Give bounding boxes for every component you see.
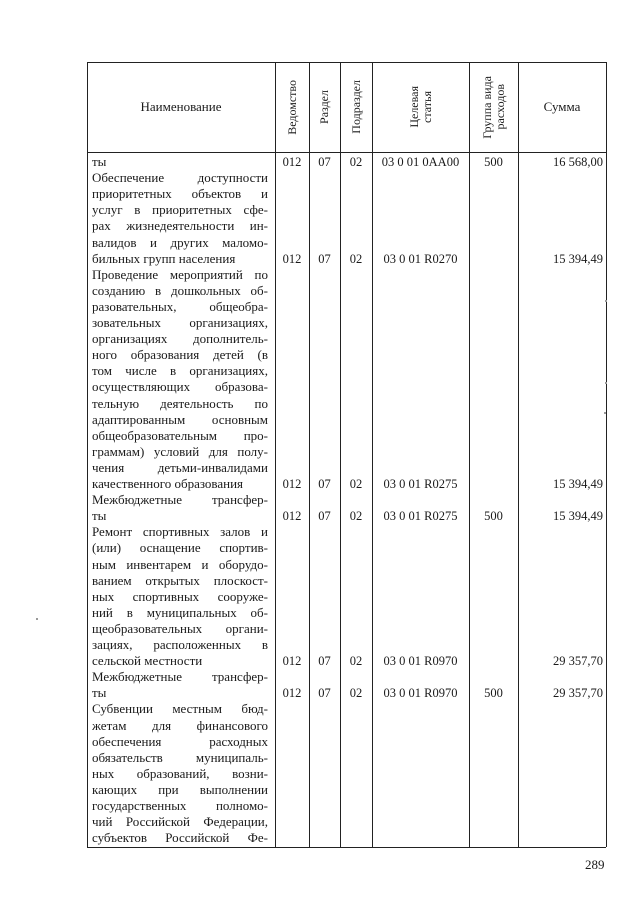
name-line: чения детьми-инвалидами <box>92 459 268 475</box>
name-line: субъектов Российской Фе- <box>92 830 268 846</box>
name-line: Субвенции местным бюд- <box>92 701 268 717</box>
header-gruppa-line2: расходов <box>492 84 507 130</box>
vedomstvo-cell: 012 <box>282 509 302 524</box>
name-line: общеобразовательным про- <box>92 427 268 443</box>
celevaya-cell: 03 0 01 R0275 <box>383 509 458 524</box>
name-line: ванием открытых плоскост- <box>92 572 268 588</box>
header-summa-text: Сумма <box>543 99 581 114</box>
summa-cell: 15 394,49 <box>553 509 603 524</box>
scan-speck <box>605 382 607 384</box>
name-line: услуг в приоритетных сфе- <box>92 202 268 218</box>
razdel-cell: 07 <box>318 686 331 701</box>
table-bottom-border <box>87 847 606 848</box>
name-line: том числе в организациях, <box>92 363 268 379</box>
column-divider <box>275 62 276 847</box>
header-podrazdel <box>340 62 372 152</box>
summa-cell: 29 357,70 <box>553 654 603 669</box>
column-divider <box>518 62 519 847</box>
name-line: (или) оснащение спортив- <box>92 540 268 556</box>
vedomstvo-cell: 012 <box>282 155 302 169</box>
scan-speck <box>605 300 607 302</box>
vedomstvo-cell: 012 <box>282 251 302 266</box>
summa-cell: 29 357,70 <box>553 686 603 701</box>
name-line: жетам для финансового <box>92 717 268 733</box>
name-line: обеспечения расходных <box>92 733 268 749</box>
name-line: государственных полномо- <box>92 798 268 813</box>
name-line: щеобразовательных органи- <box>92 620 268 636</box>
celevaya-cell: 03 0 01 0AA00 <box>381 155 460 169</box>
name-line: ний в муниципальных об- <box>92 604 268 620</box>
name-line: ного образования детей (в <box>92 347 268 363</box>
vedomstvo-cell: 012 <box>282 686 302 701</box>
celevaya-cell: 03 0 01 R0270 <box>383 251 458 266</box>
name-line: зовательных организациях, <box>92 315 268 330</box>
name-line: ных образований, возни- <box>92 765 268 781</box>
summa-cell: 15 394,49 <box>553 251 603 266</box>
podrazdel-cell: 02 <box>349 477 363 491</box>
celevaya-cell: 03 0 01 R0275 <box>383 477 458 491</box>
table-right-border <box>606 62 607 847</box>
podrazdel-cell: 02 <box>349 654 363 669</box>
razdel-cell: 07 <box>318 477 331 491</box>
header-celevaya <box>372 62 469 152</box>
column-divider <box>469 62 470 847</box>
podrazdel-cell: 02 <box>349 251 363 266</box>
column-divider <box>340 62 341 847</box>
razdel-cell: 07 <box>318 654 331 669</box>
name-line: организациях дополнитель- <box>92 331 268 347</box>
summa-cell: 15 394,49 <box>553 477 603 491</box>
razdel-cell: 07 <box>318 251 331 266</box>
name-line: Обеспечение доступности <box>92 170 268 186</box>
header-vedomstvo-text: Ведомство <box>284 79 299 135</box>
name-line: зациях, расположенных в <box>92 637 268 652</box>
name-line: Межбюджетные трансфер- <box>92 492 268 508</box>
gruppa-cell: 500 <box>484 686 503 701</box>
name-line: Межбюджетные трансфер- <box>92 669 268 685</box>
name-line: валидов и других маломо- <box>92 234 268 250</box>
name-line: созданию в дошкольных об- <box>92 282 268 298</box>
podrazdel-cell: 02 <box>349 155 363 169</box>
name-line: тельную деятельность по <box>92 395 268 411</box>
header-name <box>87 62 275 152</box>
name-line: сельской местности <box>92 653 203 669</box>
header-razdel-text: Раздел <box>317 90 331 124</box>
name-line: адаптированным основным <box>92 411 268 427</box>
name-line: осуществляющих образова- <box>92 379 268 395</box>
header-celevaya-line2: статья <box>419 91 434 123</box>
header-gruppa-line1: Группа вида <box>479 75 494 139</box>
name-line: чий Российской Федерации, <box>92 814 268 830</box>
name-line: разовательных, общеобра- <box>92 298 268 314</box>
scan-speck <box>36 618 38 620</box>
summa-cell: 16 568,00 <box>553 155 603 169</box>
vedomstvo-cell: 012 <box>282 477 302 491</box>
name-line: ных спортивных сооруже- <box>92 588 268 604</box>
celevaya-cell: 03 0 01 R0970 <box>383 654 458 669</box>
header-razdel <box>309 62 340 152</box>
header-gruppa <box>469 62 518 152</box>
celevaya-cell: 03 0 01 R0970 <box>383 686 458 701</box>
podrazdel-cell: 02 <box>349 509 363 524</box>
table-header-bottom-border <box>87 152 606 153</box>
name-line: приоритетных объектов и <box>92 186 268 202</box>
header-vedomstvo <box>275 62 309 152</box>
header-celevaya-line1: Целевая <box>406 86 421 128</box>
header-name-text: Наименование <box>140 99 222 114</box>
name-line: граммам) условий для полу- <box>92 443 268 459</box>
name-line: ты <box>92 685 107 701</box>
name-line: бильных групп населения <box>92 250 236 266</box>
name-line: качественного образования <box>92 476 244 491</box>
name-line: обязательств муниципаль- <box>92 749 268 765</box>
podrazdel-cell: 02 <box>349 686 363 701</box>
name-line: ты <box>92 154 107 169</box>
name-line: Проведение мероприятий по <box>92 266 268 282</box>
name-line: рах жизнедеятельности ин- <box>92 218 268 234</box>
gruppa-cell: 500 <box>484 509 503 524</box>
name-line: ты <box>92 508 107 524</box>
column-divider <box>309 62 310 847</box>
name-line: ным инвентарем и оборудо- <box>92 556 268 572</box>
razdel-cell: 07 <box>318 509 331 524</box>
header-summa <box>518 62 606 152</box>
table-left-border <box>87 62 88 847</box>
header-podrazdel-text: Подраздел <box>348 80 363 134</box>
gruppa-cell: 500 <box>484 155 503 169</box>
scan-speck <box>604 412 606 414</box>
name-line: Ремонт спортивных залов и <box>92 524 268 540</box>
name-line: кающих при выполнении <box>92 781 268 797</box>
vedomstvo-cell: 012 <box>282 654 302 669</box>
page-number: 289 <box>585 857 605 872</box>
column-divider <box>372 62 373 847</box>
razdel-cell: 07 <box>318 155 331 169</box>
